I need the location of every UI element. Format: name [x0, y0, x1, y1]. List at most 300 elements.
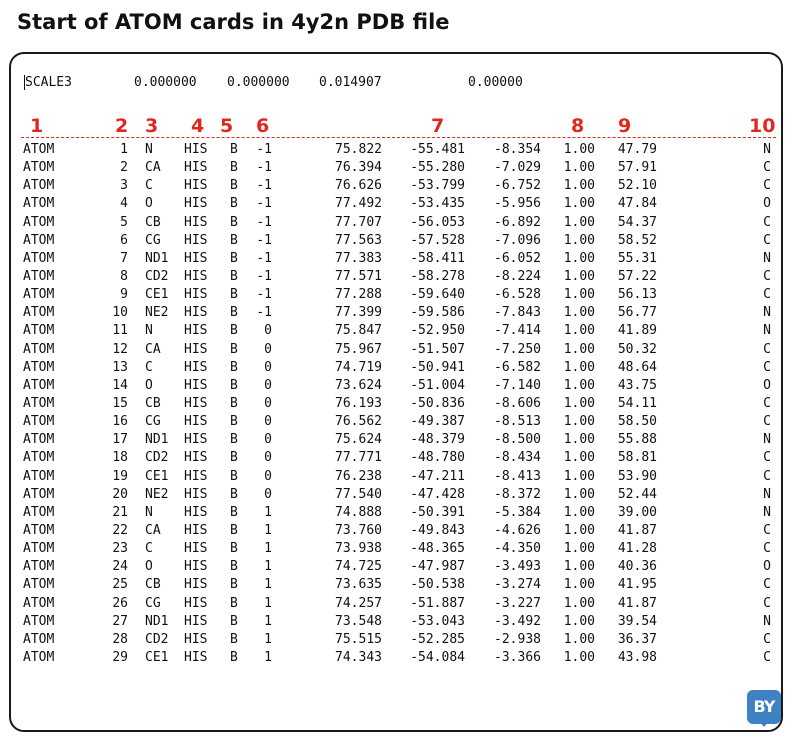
cell-y: -49.387	[410, 414, 465, 430]
cell-occ: 1.00	[563, 305, 595, 321]
cell-rec: ATOM	[23, 577, 55, 593]
scale-value-4: 0.00000	[468, 75, 523, 90]
cell-res: HIS	[184, 559, 208, 575]
cell-b: 53.90	[617, 468, 657, 484]
cell-z: -3.227	[494, 595, 541, 611]
cell-y: -52.950	[410, 323, 465, 339]
cell-el: C	[763, 649, 771, 665]
cell-res: HIS	[184, 359, 208, 375]
cell-y: -51.507	[410, 341, 465, 357]
cell-x: 73.760	[335, 522, 382, 538]
cell-rec: ATOM	[23, 450, 55, 466]
cell-el: C	[763, 232, 771, 248]
cell-res: HIS	[184, 305, 208, 321]
cell-b: 40.36	[617, 559, 657, 575]
table-row	[11, 195, 781, 213]
cell-serial: 21	[112, 504, 128, 520]
cell-occ: 1.00	[563, 559, 595, 575]
cell-x: 73.624	[335, 377, 382, 393]
cell-occ: 1.00	[563, 341, 595, 357]
cell-z: -7.096	[494, 232, 541, 248]
cell-x: 77.288	[335, 287, 382, 303]
cell-name: ND1	[145, 613, 169, 629]
cell-seq: 1	[264, 613, 272, 629]
scale-value-3: 0.014907	[319, 75, 382, 90]
cell-b: 41.28	[617, 541, 657, 557]
cell-b: 43.75	[617, 377, 657, 393]
cell-z: -7.843	[494, 305, 541, 321]
cell-y: -59.586	[410, 305, 465, 321]
cell-serial: 5	[120, 214, 128, 230]
cell-el: C	[763, 450, 771, 466]
cell-name: O	[145, 559, 153, 575]
cell-rec: ATOM	[23, 541, 55, 557]
cell-b: 52.10	[617, 178, 657, 194]
cell-rec: ATOM	[23, 250, 55, 266]
cell-z: -7.029	[494, 160, 541, 176]
cell-y: -50.941	[410, 359, 465, 375]
table-row	[11, 286, 781, 304]
cell-chain: B	[230, 541, 238, 557]
cell-seq: 0	[264, 359, 272, 375]
cell-occ: 1.00	[563, 504, 595, 520]
cell-occ: 1.00	[563, 323, 595, 339]
cell-z: -4.626	[494, 522, 541, 538]
cell-rec: ATOM	[23, 559, 55, 575]
cell-z: -5.384	[494, 504, 541, 520]
cell-chain: B	[230, 232, 238, 248]
cell-name: CG	[145, 232, 161, 248]
cell-chain: B	[230, 305, 238, 321]
by-license-icon	[747, 690, 781, 724]
cell-res: HIS	[184, 396, 208, 411]
cell-occ: 1.00	[563, 649, 595, 665]
cell-el: C	[763, 359, 771, 375]
cell-name: CA	[145, 160, 161, 176]
cell-rec: ATOM	[23, 359, 55, 375]
cell-res: HIS	[184, 613, 208, 629]
cell-seq: 0	[264, 396, 272, 411]
cell-res: HIS	[184, 450, 208, 466]
cell-serial: 15	[112, 396, 128, 411]
cell-occ: 1.00	[563, 522, 595, 538]
cell-seq: 1	[264, 522, 272, 538]
cell-serial: 12	[112, 341, 128, 357]
table-row	[11, 214, 781, 232]
cell-z: -8.513	[494, 414, 541, 430]
cell-occ: 1.00	[563, 414, 595, 430]
badge-tail	[758, 720, 770, 727]
cell-serial: 20	[112, 486, 128, 502]
cell-el: C	[763, 396, 771, 411]
cell-el: C	[763, 541, 771, 557]
cell-occ: 1.00	[563, 142, 595, 157]
cell-b: 58.81	[617, 450, 657, 466]
cell-seq: 0	[264, 414, 272, 430]
cell-el: C	[763, 341, 771, 357]
cell-rec: ATOM	[23, 649, 55, 665]
cell-el: N	[763, 486, 771, 502]
cell-z: -8.413	[494, 468, 541, 484]
cell-seq: 0	[264, 486, 272, 502]
cell-x: 75.847	[335, 323, 382, 339]
table-row	[11, 468, 781, 486]
cell-name: CB	[145, 214, 161, 230]
cell-seq: -1	[256, 142, 272, 157]
cell-rec: ATOM	[23, 214, 55, 230]
cell-serial: 2	[120, 160, 128, 176]
cell-x: 75.515	[335, 631, 382, 647]
cell-z: -4.350	[494, 541, 541, 557]
cell-res: HIS	[184, 631, 208, 647]
cell-rec: ATOM	[23, 196, 55, 212]
cell-b: 57.22	[617, 269, 657, 284]
cell-y: -49.843	[410, 522, 465, 538]
cell-rec: ATOM	[23, 377, 55, 393]
cell-name: NE2	[145, 305, 169, 321]
cell-z: -7.250	[494, 341, 541, 357]
cell-seq: 1	[264, 595, 272, 611]
cell-y: -55.280	[410, 160, 465, 176]
cell-seq: 1	[264, 504, 272, 520]
cell-y: -59.640	[410, 287, 465, 303]
cell-y: -57.528	[410, 232, 465, 248]
cell-x: 73.635	[335, 577, 382, 593]
cell-rec: ATOM	[23, 432, 55, 448]
cell-seq: -1	[256, 305, 272, 321]
cell-y: -50.538	[410, 577, 465, 593]
cell-b: 39.00	[617, 504, 657, 520]
cell-occ: 1.00	[563, 577, 595, 593]
cell-name: CB	[145, 396, 161, 411]
cell-occ: 1.00	[563, 287, 595, 303]
cell-z: -8.434	[494, 450, 541, 466]
cell-occ: 1.00	[563, 196, 595, 212]
cell-seq: 0	[264, 377, 272, 393]
cell-res: HIS	[184, 414, 208, 430]
table-row	[11, 250, 781, 268]
cell-serial: 24	[112, 559, 128, 575]
cell-name: N	[145, 142, 153, 157]
cell-rec: ATOM	[23, 631, 55, 647]
cell-x: 75.967	[335, 341, 382, 357]
table-row	[11, 431, 781, 449]
cell-res: HIS	[184, 432, 208, 448]
cell-el: C	[763, 160, 771, 176]
cell-x: 76.238	[335, 468, 382, 484]
cell-z: -8.354	[494, 142, 541, 157]
cell-el: N	[763, 305, 771, 321]
cell-serial: 16	[112, 414, 128, 430]
cell-name: O	[145, 377, 153, 393]
cell-serial: 28	[112, 631, 128, 647]
cell-chain: B	[230, 414, 238, 430]
cell-name: CE1	[145, 287, 169, 303]
cell-x: 75.822	[335, 142, 382, 157]
cell-chain: B	[230, 450, 238, 466]
cell-chain: B	[230, 631, 238, 647]
cell-y: -48.780	[410, 450, 465, 466]
cell-z: -8.372	[494, 486, 541, 502]
cell-el: C	[763, 287, 771, 303]
scale-label: SCALE3	[25, 75, 72, 90]
cell-occ: 1.00	[563, 595, 595, 611]
cell-rec: ATOM	[23, 341, 55, 357]
cell-name: CA	[145, 341, 161, 357]
cell-seq: 1	[264, 631, 272, 647]
cell-el: N	[763, 432, 771, 448]
cell-y: -53.799	[410, 178, 465, 194]
cell-res: HIS	[184, 541, 208, 557]
cell-el: C	[763, 414, 771, 430]
header-divider	[21, 137, 776, 138]
cell-name: ND1	[145, 432, 169, 448]
cell-y: -55.481	[410, 142, 465, 157]
cell-rec: ATOM	[23, 613, 55, 629]
cell-serial: 3	[120, 178, 128, 194]
cell-chain: B	[230, 142, 238, 157]
cell-serial: 23	[112, 541, 128, 557]
cell-occ: 1.00	[563, 359, 595, 375]
cell-el: O	[763, 559, 771, 575]
cell-chain: B	[230, 377, 238, 393]
column-number: 9	[618, 115, 632, 137]
cell-rec: ATOM	[23, 160, 55, 176]
cell-seq: 1	[264, 649, 272, 665]
cell-serial: 10	[112, 305, 128, 321]
cell-x: 77.771	[335, 450, 382, 466]
table-row	[11, 341, 781, 359]
cell-res: HIS	[184, 232, 208, 248]
cell-y: -50.836	[410, 396, 465, 411]
cell-serial: 27	[112, 613, 128, 629]
cell-z: -5.956	[494, 196, 541, 212]
cell-b: 47.79	[617, 142, 657, 157]
cell-x: 74.257	[335, 595, 382, 611]
cell-y: -47.987	[410, 559, 465, 575]
cell-y: -54.084	[410, 649, 465, 665]
cell-x: 77.383	[335, 250, 382, 266]
cell-seq: 0	[264, 450, 272, 466]
cell-y: -51.887	[410, 595, 465, 611]
cell-x: 76.193	[335, 396, 382, 411]
cell-occ: 1.00	[563, 160, 595, 176]
cell-rec: ATOM	[23, 142, 55, 157]
column-number: 7	[431, 115, 445, 137]
cell-y: -50.391	[410, 504, 465, 520]
cell-b: 48.64	[617, 359, 657, 375]
cell-z: -3.492	[494, 613, 541, 629]
cell-el: C	[763, 178, 771, 194]
cell-b: 55.88	[617, 432, 657, 448]
page-title: Start of ATOM cards in 4y2n PDB file	[17, 10, 450, 34]
cell-occ: 1.00	[563, 232, 595, 248]
column-number: 3	[145, 115, 159, 137]
cell-name: NE2	[145, 486, 169, 502]
cell-el: C	[763, 214, 771, 230]
table-row	[11, 395, 781, 413]
cell-b: 41.95	[617, 577, 657, 593]
cell-b: 52.44	[617, 486, 657, 502]
cell-rec: ATOM	[23, 232, 55, 248]
cell-seq: -1	[256, 160, 272, 176]
table-row	[11, 522, 781, 540]
cell-occ: 1.00	[563, 269, 595, 284]
cell-chain: B	[230, 649, 238, 665]
cell-z: -6.892	[494, 214, 541, 230]
cell-x: 74.343	[335, 649, 382, 665]
cell-z: -8.224	[494, 269, 541, 284]
cell-serial: 26	[112, 595, 128, 611]
cell-x: 77.492	[335, 196, 382, 212]
cell-serial: 13	[112, 359, 128, 375]
cell-res: HIS	[184, 377, 208, 393]
cell-b: 58.50	[617, 414, 657, 430]
cell-el: O	[763, 196, 771, 212]
column-number: 1	[30, 115, 44, 137]
cell-name: CB	[145, 577, 161, 593]
cell-el: C	[763, 631, 771, 647]
cell-z: -8.606	[494, 396, 541, 411]
cell-name: CG	[145, 414, 161, 430]
cell-res: HIS	[184, 323, 208, 339]
cell-res: HIS	[184, 196, 208, 212]
cell-serial: 19	[112, 468, 128, 484]
cell-name: N	[145, 323, 153, 339]
cell-res: HIS	[184, 269, 208, 284]
cell-chain: B	[230, 613, 238, 629]
cell-el: N	[763, 613, 771, 629]
cell-x: 77.571	[335, 269, 382, 284]
cell-name: C	[145, 359, 153, 375]
table-row	[11, 304, 781, 322]
cell-b: 41.87	[617, 595, 657, 611]
cell-res: HIS	[184, 214, 208, 230]
cell-occ: 1.00	[563, 396, 595, 411]
cell-y: -53.043	[410, 613, 465, 629]
cell-rec: ATOM	[23, 305, 55, 321]
column-number: 4	[191, 115, 205, 137]
cell-b: 58.52	[617, 232, 657, 248]
badge-label: BY	[753, 697, 775, 716]
cell-x: 77.707	[335, 214, 382, 230]
cell-y: -48.365	[410, 541, 465, 557]
cell-name: N	[145, 504, 153, 520]
cell-name: CE1	[145, 468, 169, 484]
cell-el: O	[763, 377, 771, 393]
column-number: 8	[571, 115, 585, 137]
cell-seq: -1	[256, 250, 272, 266]
cell-rec: ATOM	[23, 486, 55, 502]
cell-z: -3.274	[494, 577, 541, 593]
cell-seq: 1	[264, 577, 272, 593]
cell-el: C	[763, 522, 771, 538]
cell-seq: 1	[264, 541, 272, 557]
cell-chain: B	[230, 323, 238, 339]
cell-name: CA	[145, 522, 161, 538]
cell-chain: B	[230, 396, 238, 411]
cell-b: 57.91	[617, 160, 657, 176]
cell-occ: 1.00	[563, 486, 595, 502]
cell-serial: 14	[112, 377, 128, 393]
cell-z: -6.582	[494, 359, 541, 375]
cell-seq: -1	[256, 178, 272, 194]
cell-z: -6.052	[494, 250, 541, 266]
column-number: 5	[220, 115, 234, 137]
cell-x: 74.725	[335, 559, 382, 575]
cell-seq: 0	[264, 468, 272, 484]
table-row	[11, 413, 781, 431]
cell-res: HIS	[184, 250, 208, 266]
cell-el: N	[763, 504, 771, 520]
cell-b: 41.87	[617, 522, 657, 538]
table-row	[11, 504, 781, 522]
table-row	[11, 232, 781, 250]
cell-occ: 1.00	[563, 178, 595, 194]
cell-occ: 1.00	[563, 377, 595, 393]
cell-serial: 8	[120, 269, 128, 284]
cell-b: 47.84	[617, 196, 657, 212]
cell-rec: ATOM	[23, 287, 55, 303]
scale-value-1: 0.000000	[134, 75, 197, 90]
table-row	[11, 613, 781, 631]
cell-res: HIS	[184, 468, 208, 484]
cell-seq: 0	[264, 323, 272, 339]
cell-res: HIS	[184, 649, 208, 665]
cell-serial: 22	[112, 522, 128, 538]
cell-y: -47.211	[410, 468, 465, 484]
cell-x: 77.540	[335, 486, 382, 502]
cell-seq: -1	[256, 269, 272, 284]
cell-res: HIS	[184, 287, 208, 303]
cell-b: 54.37	[617, 214, 657, 230]
cell-x: 75.624	[335, 432, 382, 448]
cell-z: -2.938	[494, 631, 541, 647]
cell-rec: ATOM	[23, 504, 55, 520]
cell-chain: B	[230, 160, 238, 176]
cell-x: 77.399	[335, 305, 382, 321]
cell-serial: 4	[120, 196, 128, 212]
cell-res: HIS	[184, 522, 208, 538]
scale-value-2: 0.000000	[227, 75, 290, 90]
table-row	[11, 322, 781, 340]
cell-b: 43.98	[617, 649, 657, 665]
cell-x: 76.626	[335, 178, 382, 194]
cell-b: 56.77	[617, 305, 657, 321]
cell-rec: ATOM	[23, 269, 55, 284]
cell-z: -7.414	[494, 323, 541, 339]
column-number: 2	[115, 115, 129, 137]
cell-b: 50.32	[617, 341, 657, 357]
cell-z: -8.500	[494, 432, 541, 448]
cell-b: 39.54	[617, 613, 657, 629]
cell-name: CD2	[145, 631, 169, 647]
column-number: 10	[749, 115, 776, 137]
cell-z: -6.528	[494, 287, 541, 303]
cell-name: CD2	[145, 269, 169, 284]
cell-x: 74.719	[335, 359, 382, 375]
cell-z: -7.140	[494, 377, 541, 393]
cell-b: 41.89	[617, 323, 657, 339]
cell-res: HIS	[184, 595, 208, 611]
cell-chain: B	[230, 559, 238, 575]
cell-chain: B	[230, 595, 238, 611]
cell-seq: 1	[264, 559, 272, 575]
cell-el: N	[763, 250, 771, 266]
cell-x: 76.562	[335, 414, 382, 430]
cell-occ: 1.00	[563, 214, 595, 230]
cell-name: CE1	[145, 649, 169, 665]
